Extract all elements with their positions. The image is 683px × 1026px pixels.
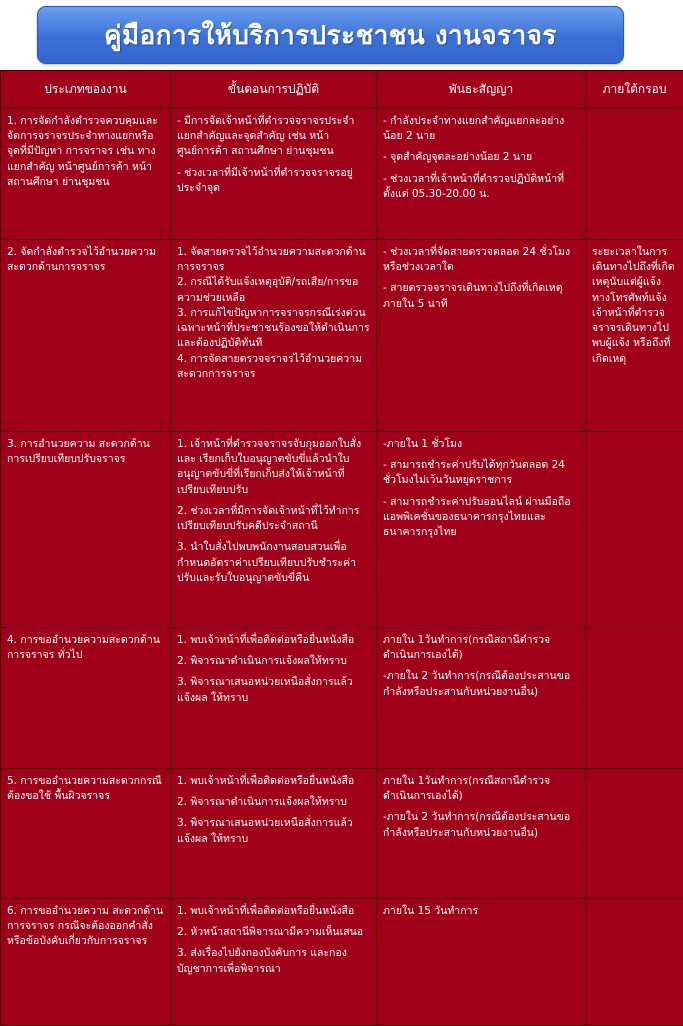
step-item: 2. หัวหน้าสถานีพิจารณามีความเห็นเสนอ xyxy=(177,925,370,940)
table-row xyxy=(1,628,683,769)
step-item: - ช่วงเวลาที่มีเจ้าหน้าที่ตำรวจจราจรอยู่ประจำจุด xyxy=(177,166,370,196)
commitment-item: -ภายใน 1 ชั่วโมง xyxy=(383,437,579,452)
step-item: 2. พิจารณาดำเนินการแจ้งผลให้ทราบ xyxy=(177,654,370,669)
work-type-cell: 6. การขออำนวยความ สะดวกด้านการจราจร กรณีจะต้องออกคำสั่งหรือข้อบังคับเกี่ยวกับการจราจร xyxy=(1,899,171,1026)
work-type-cell: 2. จัดกำลังตำรวจไว้อำนวยความสะดวกด้านการจราจร xyxy=(1,240,171,432)
step-item: 1. พบเจ้าหน้าที่เพื่อติดต่อหรือยื่นหนังสือ xyxy=(177,774,370,789)
commitment-cell xyxy=(377,899,586,1026)
step-item: 4. การจัดสายตรวจจราจรไว้อำนวยความสะดวกการจราจร xyxy=(177,352,370,382)
commitment-item: - กำลังประจำทางแยกสำคัญแยกละอย่างน้อย 2 นาย xyxy=(383,114,579,144)
steps-cell xyxy=(171,628,377,769)
commitment-item: - สามารถชำระค่าปรับออนไลน์ ผ่านมือถือแอพพิเคชั่นของธนาคารกรุงไทยและธนาคารกรุงไทย xyxy=(383,495,579,541)
step-item: - มีการจัดเจ้าหน้าที่ตำรวจจราจรประจำแยกสำคัญและจุดสำคัญ เช่น หน้าศูนย์การค้า สถานศึกษา ย่านชุมชน xyxy=(177,114,370,160)
table-row xyxy=(1,109,683,240)
table-row xyxy=(1,240,683,432)
commitment-item: - จุดสำคัญจุดละอย่างน้อย 2 นาย xyxy=(383,150,579,165)
step-item: 3. พิจารณาเสนอหน่วยเหนือสั่งการแล้วแจ้งผล ให้ทราบ xyxy=(177,816,370,846)
step-item: 3. ส่งเรื่องไปยังกองบังคับการ และกองบัญชาการเพื่อพิจารณา xyxy=(177,946,370,976)
commitment-item: ภายใน 15 วันทำการ xyxy=(383,904,579,919)
step-item: 3. พิจารณาเสนอหน่วยเหนือสั่งการแล้วแจ้งผล ให้ทราบ xyxy=(177,675,370,705)
work-type-cell: 4. การขออำนวยความสะดวกด้านการจราจร ทั่วไป xyxy=(1,628,171,769)
commitment-cell xyxy=(377,432,586,628)
commitment-item: -ภายใน 2 วันทำการ(กรณีต้องประสานขอกำลังหรือประสานกับหน่วยงานอื่น) xyxy=(383,810,579,840)
commitment-item: - สามารถชำระค่าปรับได้ทุกวันตลอด 24 ชั่วโมงไม่เว้นวันหยุดราชการ xyxy=(383,458,579,488)
header-steps: ขั้นตอนการปฏิบัติ xyxy=(171,71,377,109)
commitment-item: ภายใน 1วันทำการ(กรณีสถานีตำรวจดำเนินการเองได้) xyxy=(383,774,579,804)
step-item: 3. นำใบสั่งไปพบพนักงานสอบสวนเพื่อกำหนดอัตราค่าเปรียบเทียบปรับชำระค่าปรับและรับใบอนุญาตขับขี่คืน xyxy=(177,540,370,586)
framework-cell xyxy=(586,432,683,628)
step-item: 1. พบเจ้าหน้าที่เพื่อติดต่อหรือยื่นหนังสือ xyxy=(177,904,370,919)
step-item: 2. ช่วงเวลาที่มีการจัดเจ้าหน้าที่ไว้ทำการเปรียบเทียบปรับคดีประจำสถานี xyxy=(177,504,370,534)
service-table xyxy=(0,70,683,1026)
commitment-cell xyxy=(377,769,586,899)
framework-cell xyxy=(586,628,683,769)
commitment-cell xyxy=(377,109,586,240)
work-type-cell: 3. การอำนวยความ สะดวกด้านการเปรียบเทียบปรับจราจร xyxy=(1,432,171,628)
commitment-item: - สายตรวจจราจรเดินทางไปถึงที่เกิดเหตุภายใน 5 นาที xyxy=(383,281,579,311)
table-row xyxy=(1,899,683,1026)
framework-cell xyxy=(586,899,683,1026)
steps-cell xyxy=(171,432,377,628)
work-type-cell: 1. การจัดกำลังตำรวจควบคุมและจัดการจราจรประจำทางแยกหรือจุดที่มีปัญหา การจราจร เช่น ทางแยกสำคัญ หน้าศูนย์การค้า หน้าสถานศึกษา ย่านชุมชน xyxy=(1,109,171,240)
commitment-cell xyxy=(377,628,586,769)
commitment-item: -ภายใน 2 วันทำการ(กรณีต้องประสานขอกำลังหรือประสานกับหน่วยงานอื่น) xyxy=(383,669,579,699)
framework-cell: ระยะเวลาในการเดินทางไปถึงที่เกิดเหตุนับแต่ผู้แจ้งทางโทรศัพท์แจ้งเจ้าหน้าที่ตำรวจจราจรเดินทางไปพบผู้แจ้ง หรือถึงที่เกิดเหตุ xyxy=(586,240,683,432)
header-commitment: พันธะสัญญา xyxy=(377,71,586,109)
step-item: 1. พบเจ้าหน้าที่เพื่อติดต่อหรือยื่นหนังสือ xyxy=(177,633,370,648)
header-type: ประเภทของงาน xyxy=(1,71,171,109)
framework-cell xyxy=(586,109,683,240)
header-row xyxy=(1,71,683,109)
step-item: 2. กรณีได้รับแจ้งเหตุอุบัติ/รถเสีย/การขอความช่วยเหลือ xyxy=(177,275,370,305)
steps-cell xyxy=(171,240,377,432)
table-row xyxy=(1,432,683,628)
steps-cell xyxy=(171,899,377,1026)
page-title: คู่มือการให้บริการประชาชน งานจราจร xyxy=(104,15,557,56)
commitment-item: - ช่วงเวลาที่เจ้าหน้าที่ตำรวจปฏิบัติหน้าที่ ตั้งแต่ 05.30-20.00 น. xyxy=(383,172,579,202)
step-item: 2. พิจารณาดำเนินการแจ้งผลให้ทราบ xyxy=(177,795,370,810)
commitment-item: ภายใน 1วันทำการ(กรณีสถานีตำรวจดำเนินการเองได้) xyxy=(383,633,579,663)
step-item: 3. การแก้ไขปัญหาการจราจรกรณีเร่งด่วนเฉพาะหน้าที่ประชาชนร้องขอให้ดำเนินการและต้องปฏิบัติทันที xyxy=(177,306,370,352)
commitment-item: - ช่วงเวลาที่จัดสายตรวจตลอด 24 ชั่วโมงหรือช่วงเวลาใด xyxy=(383,245,579,275)
title-banner xyxy=(37,6,624,64)
steps-cell xyxy=(171,769,377,899)
step-item: 1. จัดสายตรวจไว้อำนวยความสะดวกด้านการจราจร xyxy=(177,245,370,275)
step-item: 1. เจ้าหน้าที่ตำรวจจราจรจับกุมออกใบสั่ง และ เรียกเก็บใบอนุญาตขับขี่แล้วนำใบอนุญาตขับขี่ที่เรียกเก็บส่งให้เจ้าหน้าที่เปรียบเทียบปรับ xyxy=(177,437,370,498)
table-row xyxy=(1,769,683,899)
steps-cell xyxy=(171,109,377,240)
work-type-cell: 5. การขออำนวยความสะดวกกรณีต้องขอใช้ พื้นผิวจราจร xyxy=(1,769,171,899)
commitment-cell xyxy=(377,240,586,432)
framework-cell xyxy=(586,769,683,899)
header-framework: ภายใต้กรอบ xyxy=(586,71,683,109)
